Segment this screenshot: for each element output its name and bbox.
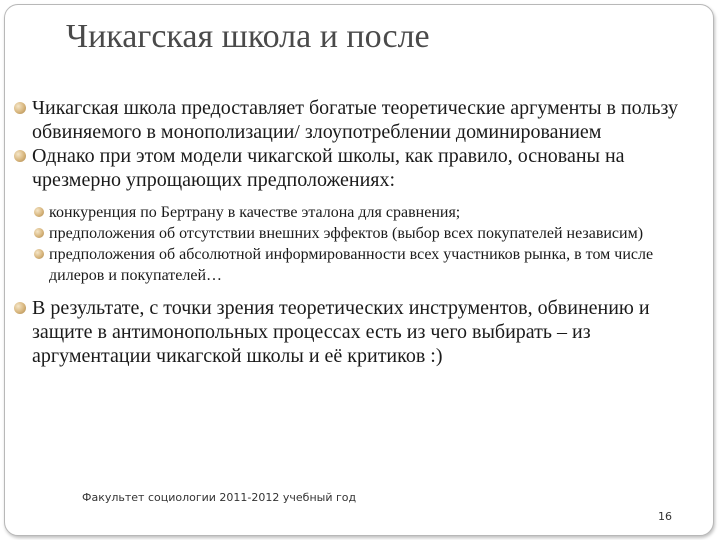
- bullet-item: [14, 96, 694, 144]
- bullet-icon: [34, 207, 44, 217]
- sub-bullet-list: [34, 202, 694, 286]
- slide-title: Чикагская школа и после: [66, 18, 430, 55]
- bullet-text: Чикагская школа предоставляет богатые теоретические аргументы в пользу обвиняемого в монополизации/ злоупотреблении доминированием: [32, 97, 678, 143]
- sub-bullet-text: предположения об отсутствии внешних эффектов (выбор всех покупателей независим): [49, 225, 644, 242]
- bullet-icon: [14, 150, 26, 162]
- footer-text: Факультет социологии 2011-2012 учебный год: [82, 491, 357, 504]
- bullet-icon: [14, 302, 26, 314]
- sub-bullet-text: конкуренция по Бертрану в качестве эталона для сравнения;: [49, 204, 461, 221]
- bullet-icon: [34, 249, 44, 259]
- bullet-icon: [34, 228, 44, 238]
- bullet-icon: [14, 102, 26, 114]
- sub-bullet-item: [34, 223, 694, 244]
- slide-content: [14, 96, 694, 368]
- bullet-text: Однако при этом модели чикагской школы, как правило, основаны на чрезмерно упрощающих предположениях:: [32, 145, 625, 191]
- sub-bullet-item: [34, 202, 694, 223]
- page-number: 16: [658, 510, 672, 523]
- bullet-item: [14, 296, 694, 368]
- sub-bullet-text: предположения об абсолютной информированности всех участников рынка, в том числе дилеров и покупателей…: [49, 246, 654, 284]
- sub-bullet-item: [34, 244, 694, 286]
- bullet-text: В результате, с точки зрения теоретических инструментов, обвинению и защите в антимонопольных процессах есть из чего выбирать – из аргументации чикагской школы и её критиков :): [32, 297, 650, 367]
- bullet-item: [14, 144, 694, 192]
